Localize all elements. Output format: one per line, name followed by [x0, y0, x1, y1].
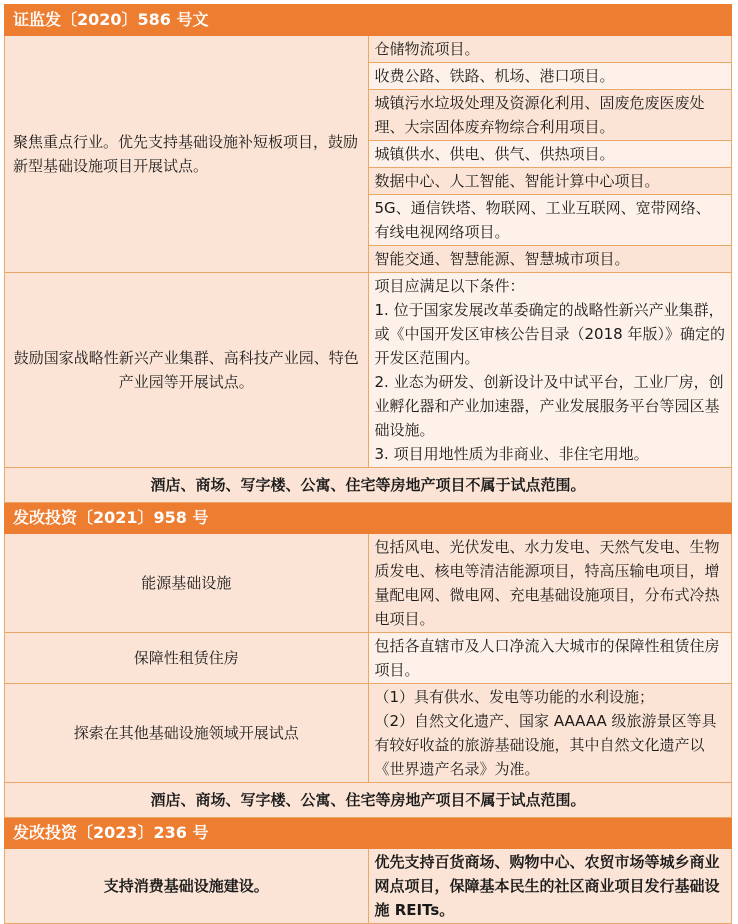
list-item: 智能交通、智慧能源、智慧城市项目。	[368, 246, 732, 273]
section1-title: 证监发〔2020〕586 号文	[5, 5, 732, 36]
section2-row-category: 保障性租赁住房	[5, 633, 369, 684]
condition-item: 3. 项目用地性质为非商业、非住宅用地。	[374, 445, 649, 463]
section1-group1-category: 聚焦重点行业。优先支持基础设施补短板项目，鼓励新型基础设施项目开展试点。	[5, 36, 369, 273]
section3-content: 优先支持百货商场、购物中心、农贸市场等城乡商业网点项目，保障基本民生的社区商业项目发行基础设施 REITs。	[368, 849, 732, 924]
list-item: 5G、通信铁塔、物联网、工业互联网、宽带网络、有线电视网络项目。	[368, 195, 732, 246]
section1-header-row	[5, 5, 732, 36]
section3-title: 发改投资〔2023〕236 号	[5, 818, 732, 849]
section3-header-row	[5, 818, 732, 849]
reits-policy-table	[4, 4, 732, 924]
condition-item: 2. 业态为研发、创新设计及中试平台，工业厂房，创业孵化器和产业加速器，产业发展服务平台等园区基础设施。	[374, 373, 724, 439]
section3-category: 支持消费基础设施建设。	[5, 849, 369, 924]
section2-header-row	[5, 503, 732, 534]
list-item: 收费公路、铁路、机场、港口项目。	[368, 63, 732, 90]
reits-policy-table-wrapper	[4, 4, 732, 924]
table-row	[5, 684, 732, 783]
table-row	[5, 534, 732, 633]
section2-row-category: 能源基础设施	[5, 534, 369, 633]
section2-row-category: 探索在其他基础设施领域开展试点	[5, 684, 369, 783]
list-item: 数据中心、人工智能、智能计算中心项目。	[368, 168, 732, 195]
pilot-item: （1）具有供水、发电等功能的水利设施；	[374, 688, 655, 706]
condition-intro: 项目应满足以下条件：	[374, 277, 525, 295]
table-row	[5, 849, 732, 924]
section1-group2-category: 鼓励国家战略性新兴产业集群、高科技产业园、特色产业园等开展试点。	[5, 273, 369, 468]
section2-note: 酒店、商场、写字楼、公寓、住宅等房地产项目不属于试点范围。	[5, 783, 732, 818]
list-item: 城镇污水垃圾处理及资源化利用、固废危废医废处理、大宗固体废弃物综合利用项目。	[368, 90, 732, 141]
section2-row-content: 包括各直辖市及人口净流入大城市的保障性租赁住房项目。	[368, 633, 732, 684]
table-row	[5, 273, 732, 468]
section1-note-row	[5, 468, 732, 503]
table-row	[5, 36, 732, 63]
section2-title: 发改投资〔2021〕958 号	[5, 503, 732, 534]
condition-item: 1. 位于国家发展改革委确定的战略性新兴产业集群，或《中国开发区审核公告目录（2018 年版）》确定的开发区范围内。	[374, 301, 725, 367]
pilot-item: （2）自然文化遗产、国家 AAAAA 级旅游景区等具有较好收益的旅游基础设施，其中自然文化遗产以《世界遗产名录》为准。	[374, 712, 717, 778]
table-row	[5, 633, 732, 684]
list-item: 城镇供水、供电、供气、供热项目。	[368, 141, 732, 168]
section2-note-row	[5, 783, 732, 818]
section2-row-content	[368, 684, 732, 783]
section1-note: 酒店、商场、写字楼、公寓、住宅等房地产项目不属于试点范围。	[5, 468, 732, 503]
list-item: 仓储物流项目。	[368, 36, 732, 63]
section2-row-content: 包括风电、光伏发电、水力发电、天然气发电、生物质发电、核电等清洁能源项目，特高压输电项目，增量配电网、微电网、充电基础设施项目，分布式冷热电项目。	[368, 534, 732, 633]
section1-group2-conditions	[368, 273, 732, 468]
